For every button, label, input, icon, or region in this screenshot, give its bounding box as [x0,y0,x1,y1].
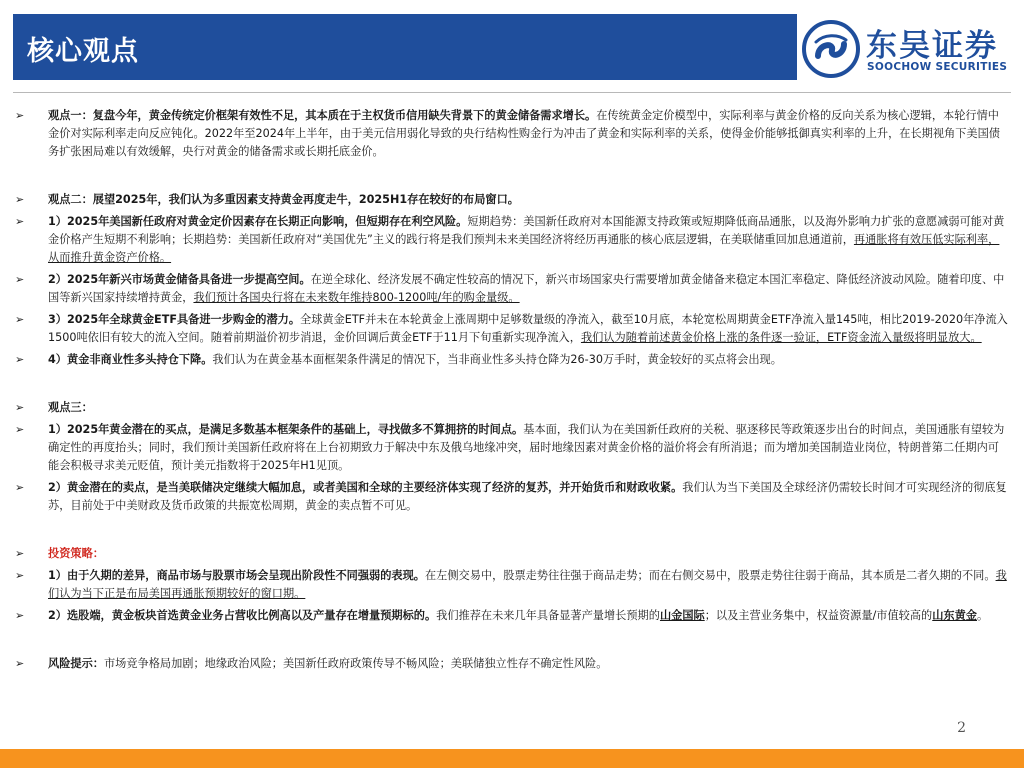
item-heading: 2）黄金潜在的卖点，是当美联储决定继续大幅加息，或者美国和全球的主要经济体实现了经济的复苏，并开始货币和财政收紧。 [48,481,683,494]
bullet-arrow-icon: ➢ [15,609,25,622]
item-body: 在左侧交易中，股票走势往往强于商品走势；而在右侧交易中，股票走势往往弱于商品，其本质是二者久期的不同。 [424,569,996,582]
logo-english-name: SOOCHOW SECURITIES [867,61,1008,73]
item-body: 我们认为当下美国及全球经济仍需较长时间才可实现经济的彻底复苏，目前处于中美财政及货币政策的共振宽松周期，黄金的卖点暂不可见。 [48,481,1007,512]
strategy-item-1 [15,567,1009,603]
bullet-arrow-icon: ➢ [15,481,25,494]
item-conclusion: 我们认为随着前述黄金价格上涨的条件逐一验证，ETF资金流入量级将明显放大。 [580,331,982,344]
soochow-logo-icon [802,20,860,78]
bullet-arrow-icon: ➢ [15,215,25,228]
logo-chinese-name: 东吴证券 [866,28,998,64]
bullet-arrow-icon: ➢ [15,401,25,414]
bullet-arrow-icon: ➢ [15,313,25,326]
point-three-item-1 [15,421,1009,475]
item-heading: 1）2025年美国新任政府对黄金定价因素存在长期正向影响，但短期存在利空风险。 [48,215,468,228]
point-two-item-2 [15,271,1009,307]
page-title: 核心观点 [27,36,139,67]
bullet-arrow-icon: ➢ [15,109,25,122]
item-heading: 3）2025年全球黄金ETF具备进一步购金的潜力。 [48,313,301,326]
bullet-arrow-icon: ➢ [15,423,25,436]
item-conclusion: 我们预计各国央行将在未来数年维持800-1200吨/年的购金量级。 [193,291,520,304]
point-three [15,399,1009,417]
item-conclusion: 再通胀将有效压低实际利率，从而推升黄金资产价格。 [48,233,1000,264]
bullet-arrow-icon: ➢ [15,193,25,206]
bullet-arrow-icon: ➢ [15,273,25,286]
bullet-arrow-icon: ➢ [15,547,25,560]
risk-body: 市场竞争格局加剧；地缘政治风险；美国新任政府政策传导不畅风险；美联储独立性存不确定性风险。 [103,657,608,670]
title-banner [13,14,797,80]
page-number: 2 [957,720,966,736]
point-one [15,107,1009,161]
stock-pick-1: 山金国际 [659,609,705,622]
item-heading: 1）2025年黄金潜在的买点，是满足多数基本框架条件的基础上，寻找做多不算拥挤的时间点。 [48,423,524,436]
item-conclusion: 我们认为当下正是布局美国再通胀预期较好的窗口期。 [48,569,1007,600]
bullet-arrow-icon: ➢ [15,569,25,582]
item-body-3: 。 [977,609,989,622]
strategy-item-2 [15,607,1009,625]
key-points-body [15,107,1009,673]
point-heading: 观点三： [48,401,93,414]
item-body: 我们推荐在未来几年具备显著产量增长预期的 [436,609,660,622]
item-body: 在逆全球化、经济发展不确定性较高的情况下，新兴市场国家央行需要增加黄金储备来稳定本国汇率稳定、降低经济波动风险。随着印度、中国等新兴国家持续增持黄金， [48,273,1005,304]
bullet-arrow-icon: ➢ [15,657,25,670]
footer-bar [0,749,1024,768]
item-heading: 4）黄金非商业性多头持仓下降。 [48,353,213,366]
item-body-2: ；以及主营业务集中，权益资源量/市值较高的 [704,609,933,622]
point-three-item-2 [15,479,1009,515]
item-heading: 2）选股端，黄金板块首选黄金业务占营收比例高以及产量存在增量预期标的。 [48,609,437,622]
point-body: 在传统黄金定价模型中，实际利率与黄金价格的反向关系为核心逻辑，本轮行情中金价对实际利率走向反应钝化。2022年至2024年上半年，由于美元信用弱化导致的央行结构性购金行为冲击了黄金和实际利率的关系，使得金价能够抵御真实利率的上升，在长期视角下美国债务扩张困局难以有效缓解，央行对黄金的储备需求或长期托底金价。 [48,109,1000,158]
risk-warning [15,655,1009,673]
point-two-item-3 [15,311,1009,347]
risk-heading: 风险提示： [48,657,104,670]
point-heading: 观点二：展望2025年，我们认为多重因素支持黄金再度走牛，2025H1存在较好的布局窗口。 [48,193,519,206]
point-two-item-1 [15,213,1009,267]
point-heading: 观点一：复盘今年，黄金传统定价框架有效性不足，其本质在于主权货币信用缺失背景下的黄金储备需求增长。 [48,109,597,122]
investment-strategy [15,545,1009,563]
item-body: 基本面，我们认为在美国新任政府的关税、驱逐移民等政策逐步出台的时间点，美国通胀有望较为确定性的再度抬头；同时，我们预计美国新任政府将在上台初期致力于解决中东及俄乌地缘冲突，届时地缘因素对黄金价格的溢价将会有所消退；而为增加美国制造业岗位，特朗普第二任期内可能会积极寻求美元贬值，预计美元指数将于2025年H1见顶。 [48,423,1005,472]
header-divider [13,92,1011,93]
point-two-item-4 [15,351,1009,369]
strategy-heading: 投资策略： [48,547,104,560]
company-logo [800,14,1018,80]
item-heading: 2）2025年新兴市场黄金储备具备进一步提高空间。 [48,273,311,286]
item-body: 我们认为在黄金基本面框架条件满足的情况下，当非商业性多头持仓降为26-30万手时，黄金较好的买点将会出现。 [212,353,782,366]
stock-pick-2: 山东黄金 [932,609,977,622]
point-two [15,191,1009,209]
bullet-arrow-icon: ➢ [15,353,25,366]
item-body: 全球黄金ETF并未在本轮黄金上涨周期中足够数量级的净流入，截至10月底，本轮宽松周期黄金ETF净流入量145吨，相比2019-2020年净流入1500吨依旧有较大的流入空间。随着前期溢价初步消退，金价回调后黄金ETF于11月下旬重新实现净流入， [48,313,1008,344]
item-heading: 1）由于久期的差异，商品市场与股票市场会呈现出阶段性不同强弱的表现。 [48,569,425,582]
item-body: 短期趋势：美国新任政府对本国能源支持政策或短期降低商品通胀，以及海外影响力扩张的意愿减弱可能对黄金价格产生短期不利影响；长期趋势：美国新任政府对“美国优先”主义的践行将是我们预判未来美国经济将经历再通胀的核心底层逻辑，在美联储重回加息通道前， [48,215,1005,246]
